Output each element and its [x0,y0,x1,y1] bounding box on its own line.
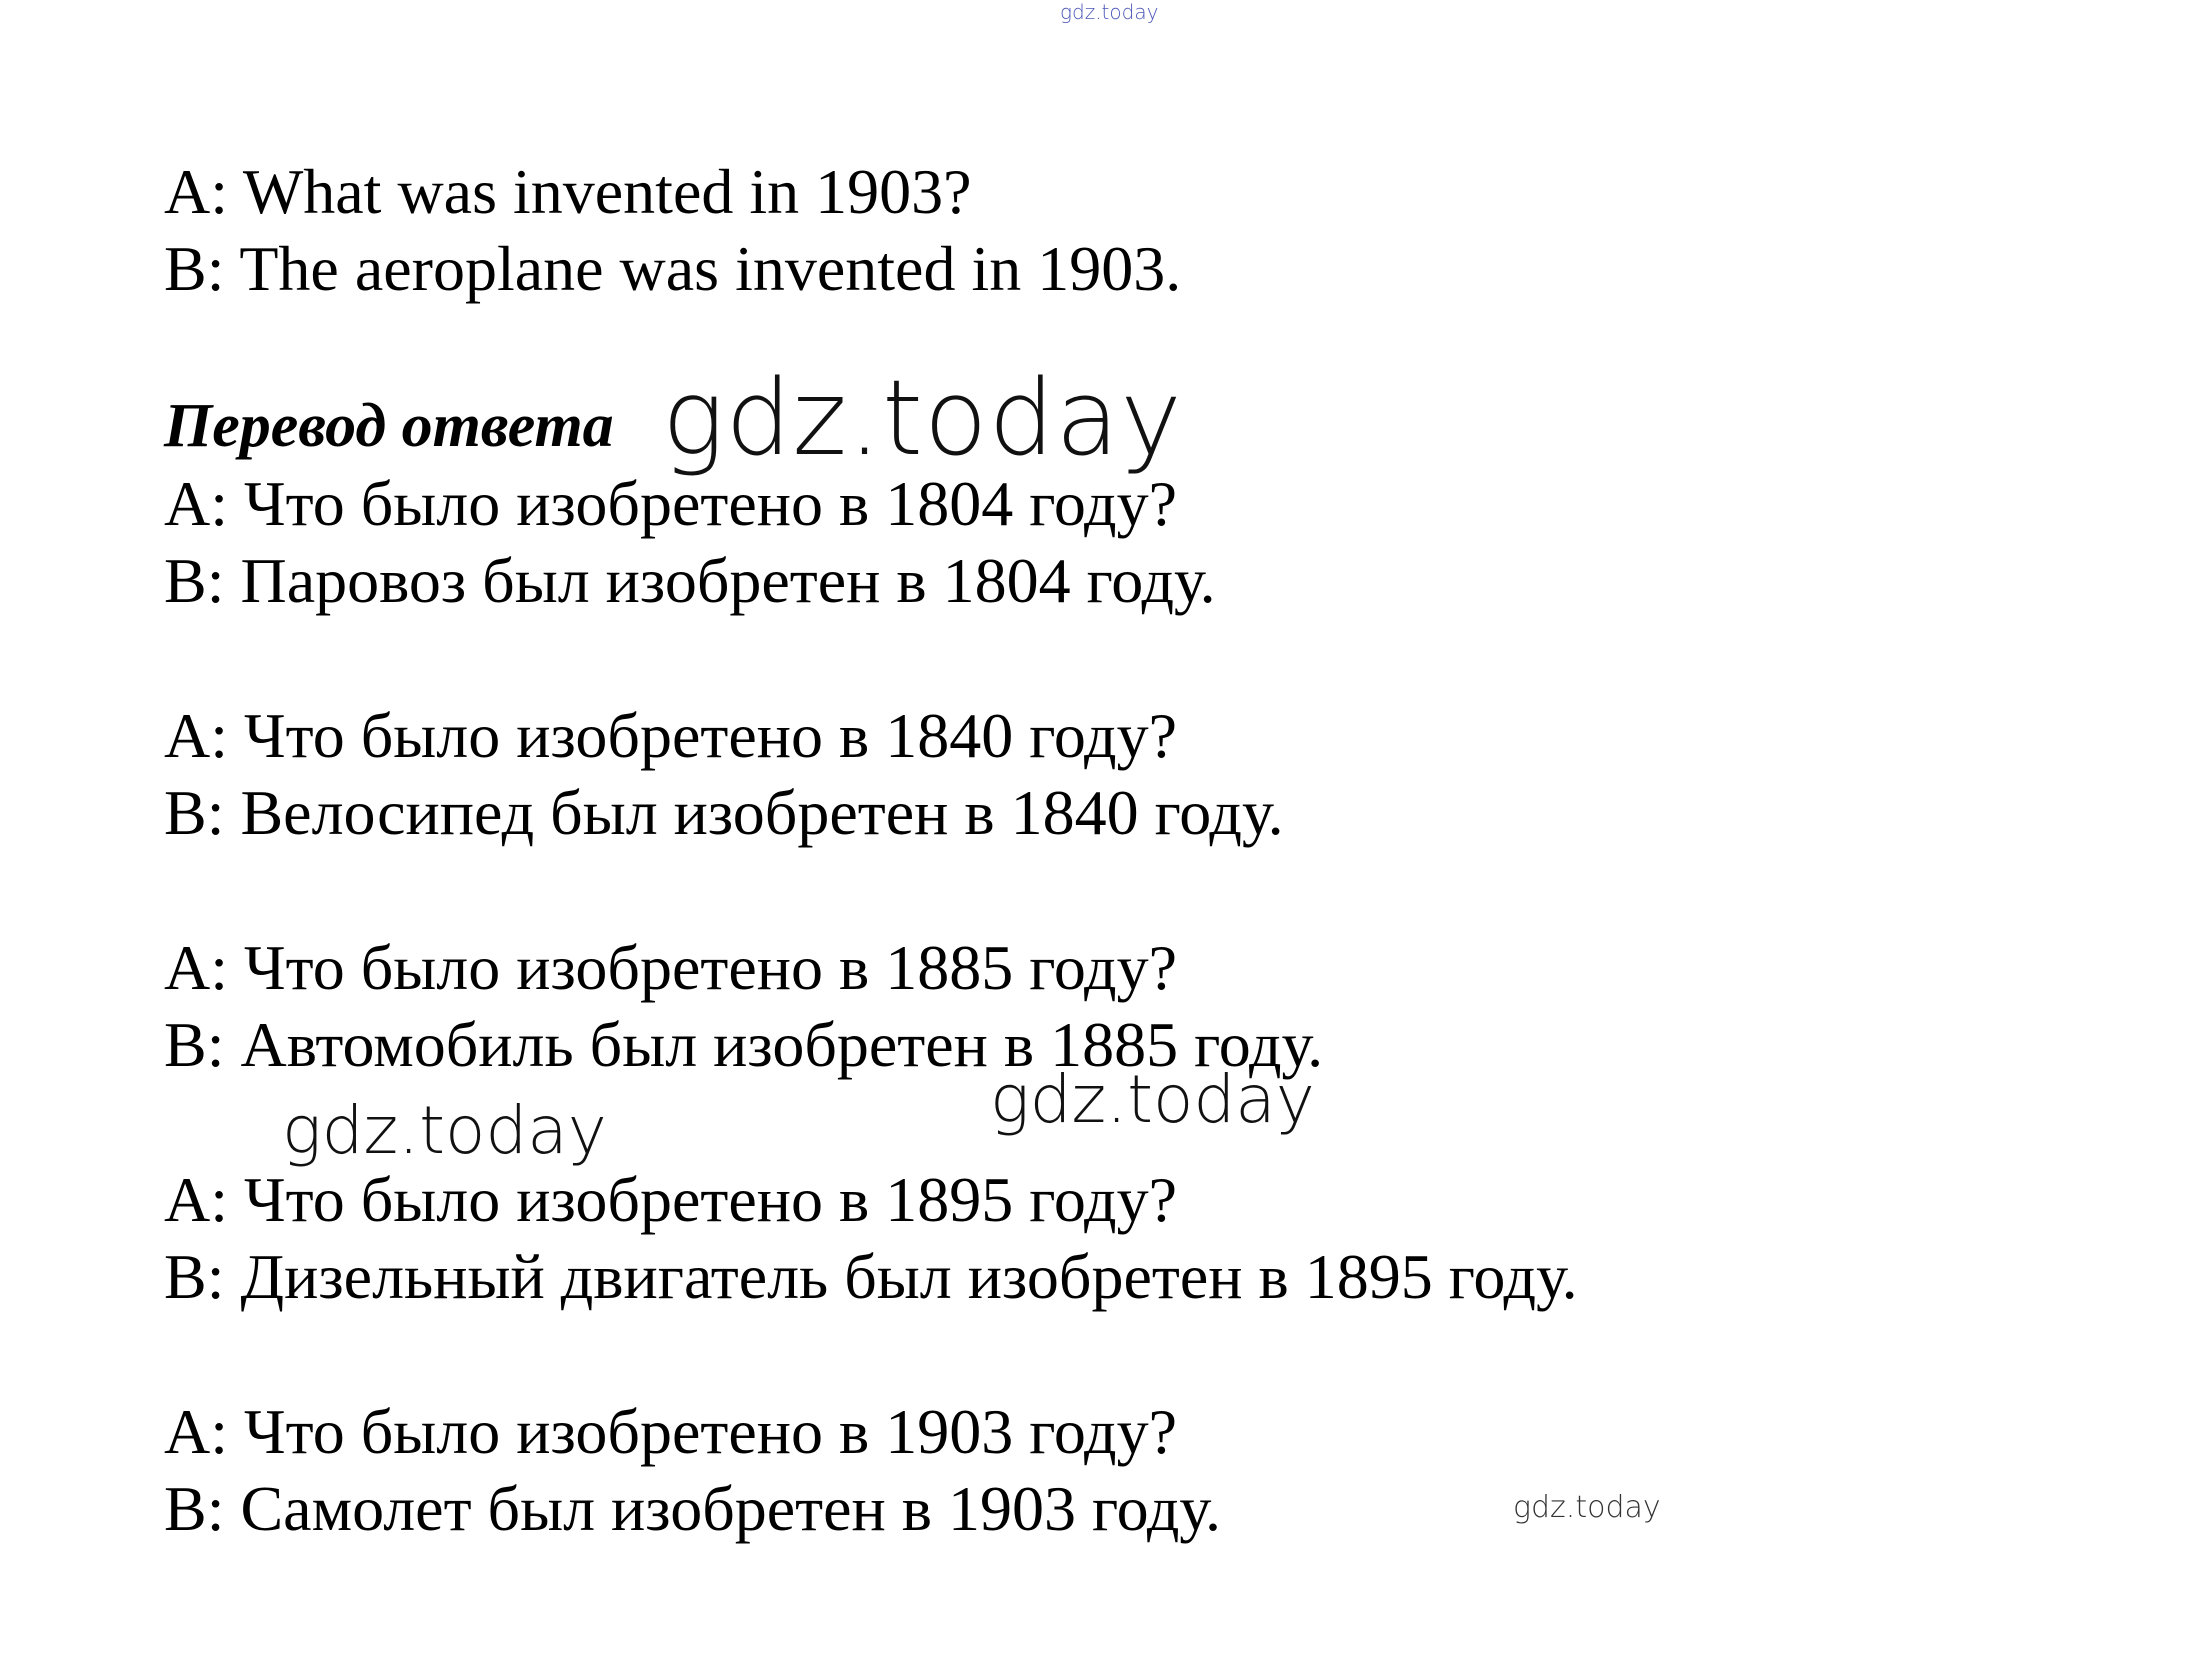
dialogue-4-question: A: Что было изобретено в 1895 году? [164,1164,1177,1235]
dialogue-1-answer: B: Паровоз был изобретен в 1804 году. [164,545,1216,616]
english-question: A: What was invented in 1903? [164,156,972,227]
watermark-left: gdz.today [282,1092,607,1169]
dialogue-3-answer: B: Автомобиль был изобретен в 1885 году. [164,1009,1324,1080]
translation-heading: Перевод ответа [164,392,614,460]
watermark-top: gdz.today [1060,0,1159,24]
dialogue-4-answer: B: Дизельный двигатель был изобретен в 1895 году. [164,1241,1578,1312]
dialogue-3-question: A: Что было изобретено в 1885 году? [164,932,1177,1003]
watermark-bottom: gdz.today [1513,1490,1661,1525]
dialogue-1-question: A: Что было изобретено в 1804 году? [164,468,1177,539]
watermark-center: gdz.today [990,1061,1315,1138]
english-answer: B: The aeroplane was invented in 1903. [164,233,1182,304]
dialogue-2-question: A: Что было изобретено в 1840 году? [164,700,1177,771]
dialogue-5-answer: B: Самолет был изобретен в 1903 году. [164,1473,1221,1544]
dialogue-5-question: A: Что было изобретено в 1903 году? [164,1396,1177,1467]
watermark-large: gdz.today [662,357,1183,479]
dialogue-2-answer: B: Велосипед был изобретен в 1840 году. [164,777,1284,848]
